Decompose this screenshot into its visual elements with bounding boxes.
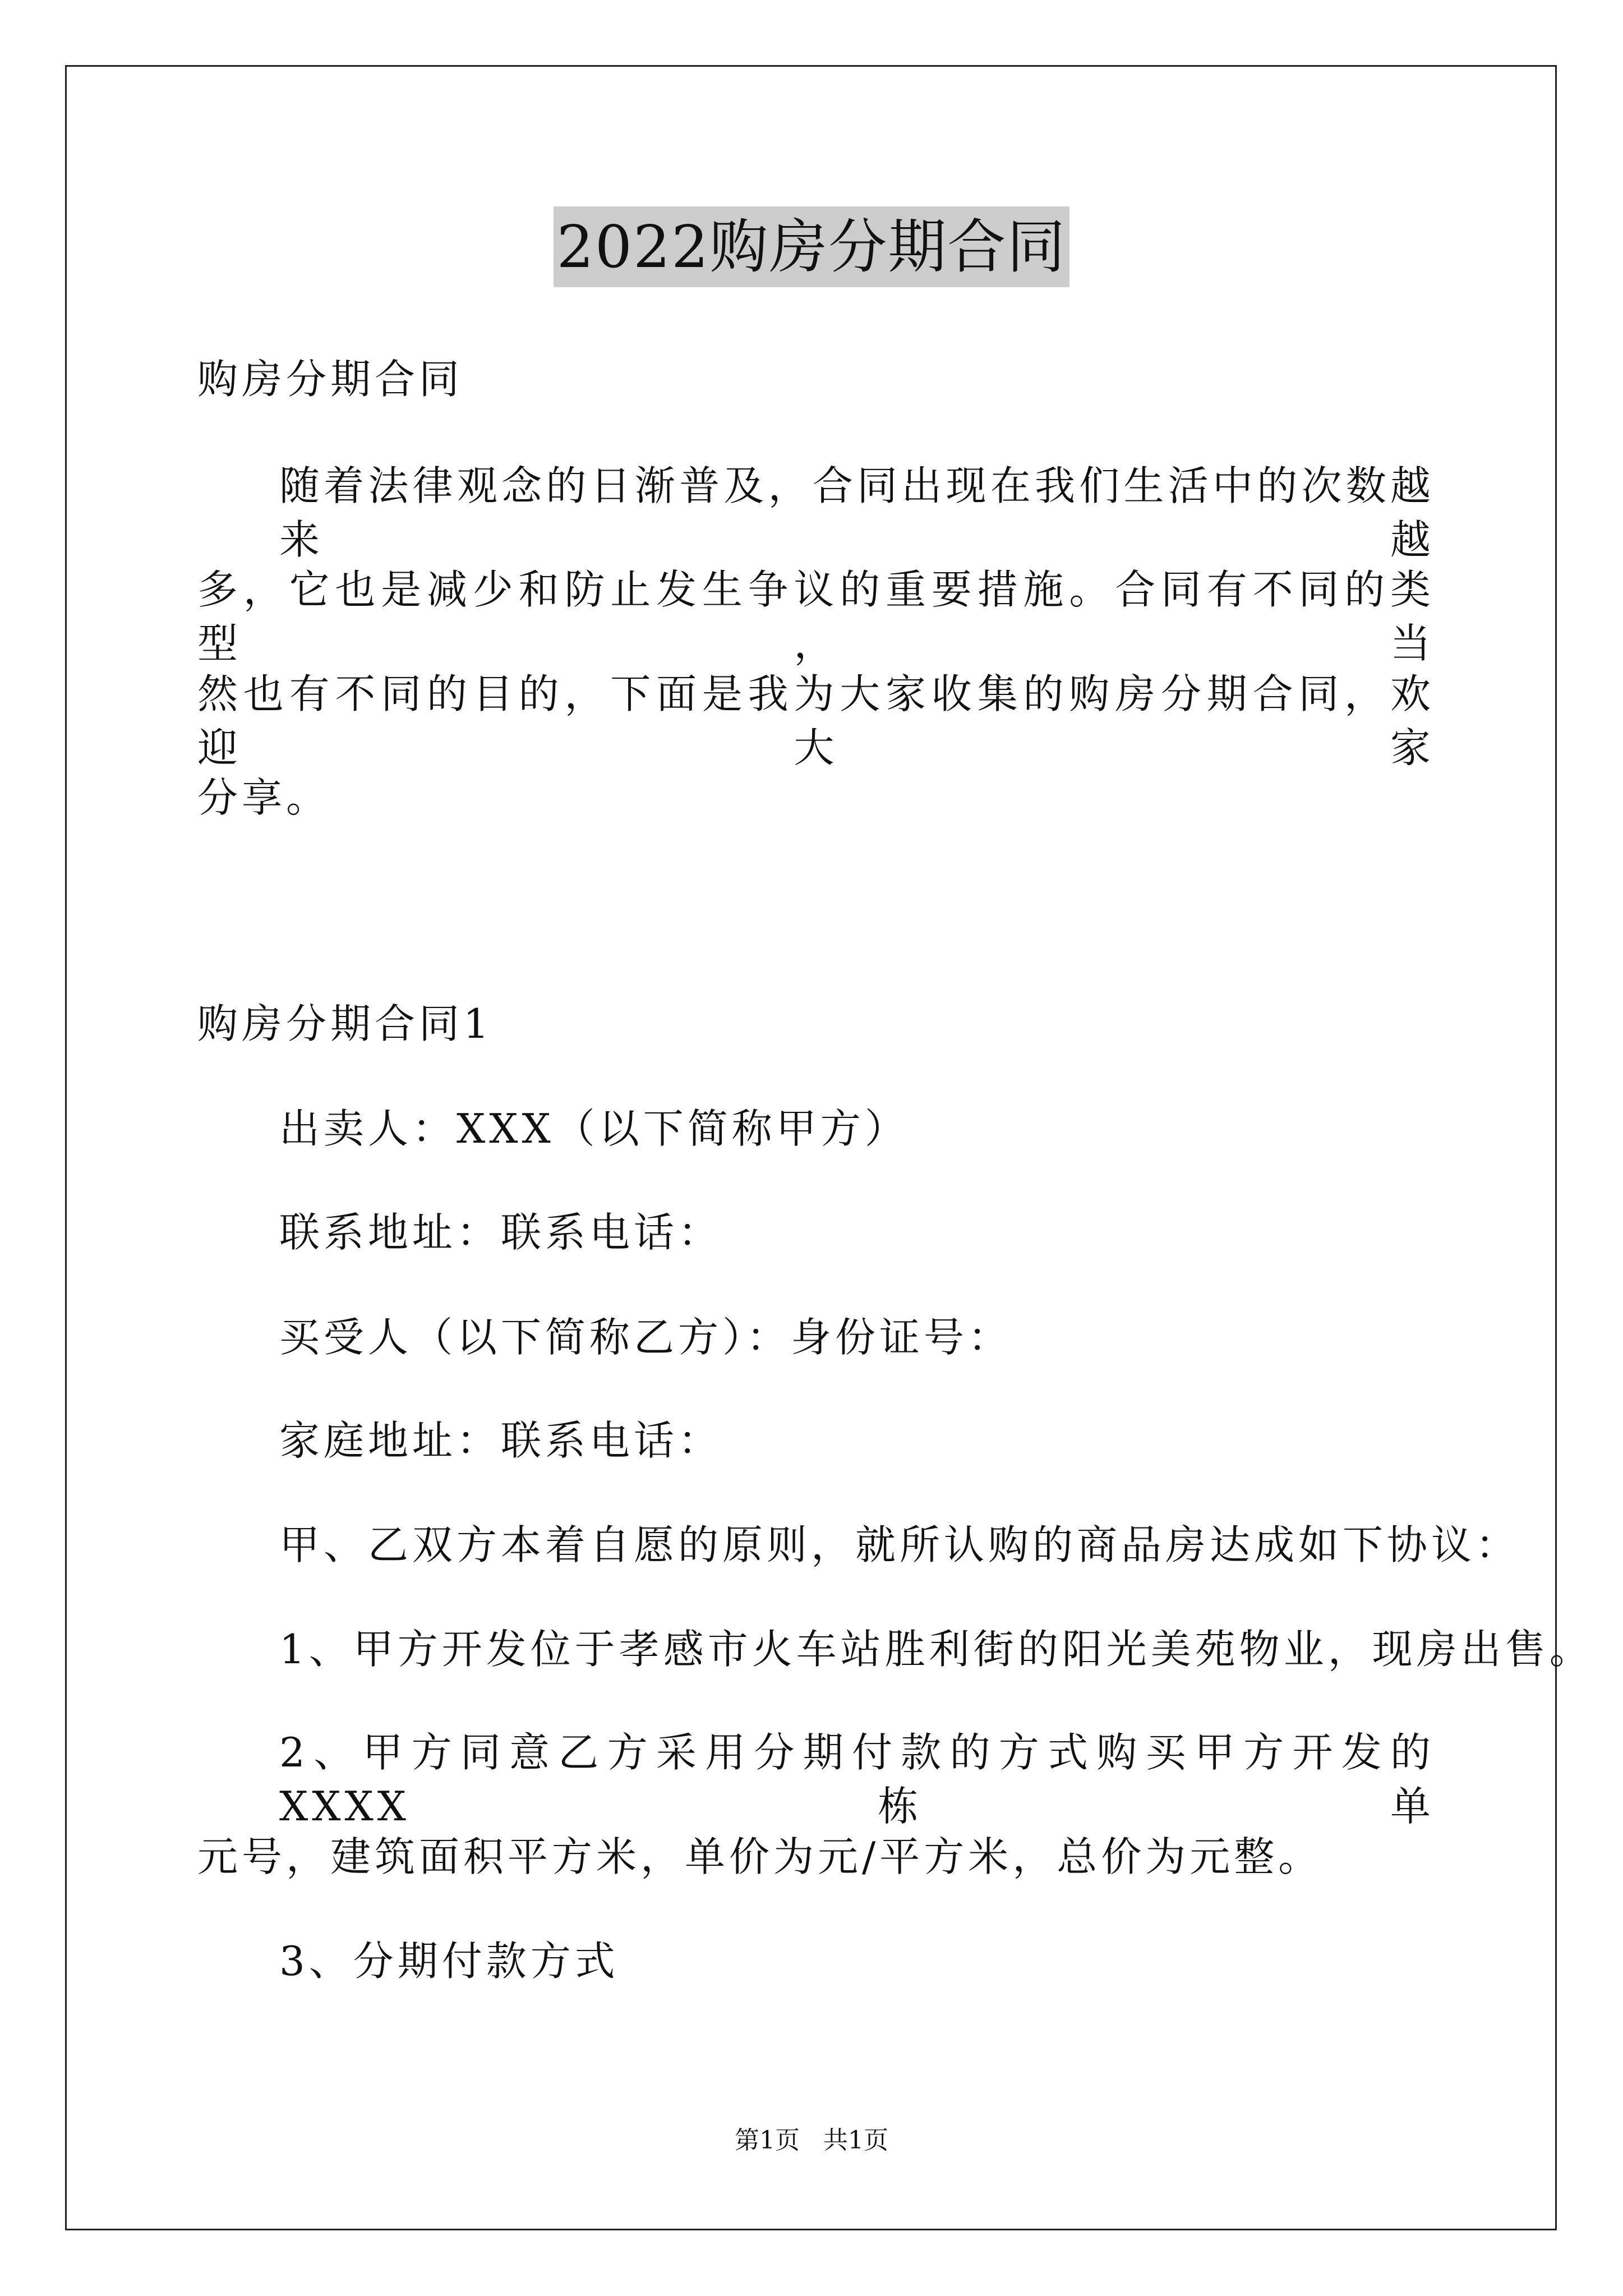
clause-3-line: 3、分期付款方式 bbox=[279, 1938, 619, 1985]
seller-contact-line: 联系地址：联系电话： bbox=[279, 1209, 723, 1256]
intro-line-1: 随着法律观念的日渐普及，合同出现在我们生活中的次数越来越 bbox=[279, 462, 1435, 563]
title-container bbox=[0, 206, 1623, 287]
intro-line-3: 然也有不同的目的，下面是我为大家收集的购房分期合同，欢迎大家 bbox=[197, 670, 1435, 771]
page-total: 共1页 bbox=[823, 2126, 888, 2155]
buyer-address-line: 家庭地址：联系电话： bbox=[279, 1417, 723, 1464]
agreement-line: 甲、乙双方本着自愿的原则，就所认购的商品房达成如下协议： bbox=[279, 1521, 1520, 1568]
page-number: 第1页 bbox=[735, 2126, 800, 2155]
intro-line-4: 分享。 bbox=[197, 774, 331, 821]
clause-2-line-1: 2、甲方同意乙方采用分期付款的方式购买甲方开发的XXXX栋单 bbox=[279, 1729, 1435, 1830]
seller-line: 出卖人：XXX（以下简称甲方） bbox=[279, 1105, 909, 1152]
document-subtitle: 购房分期合同 bbox=[197, 356, 464, 403]
clause-1-line: 1、甲方开发位于孝感市火车站胜利街的阳光美苑物业，现房出售。 bbox=[279, 1626, 1594, 1673]
intro-line-2: 多，它也是减少和防止发生争议的重要措施。合同有不同的类型，当 bbox=[197, 566, 1435, 667]
page-footer bbox=[0, 2124, 1623, 2157]
document-title: 2022购房分期合同 bbox=[554, 206, 1070, 287]
clause-2-line-2: 元号，建筑面积平方米，单价为元/平方米，总价为元整。 bbox=[197, 1833, 1323, 1880]
section-heading: 购房分期合同1 bbox=[197, 1000, 493, 1047]
buyer-line: 买受人（以下简称乙方）：身份证号： bbox=[279, 1314, 1013, 1361]
